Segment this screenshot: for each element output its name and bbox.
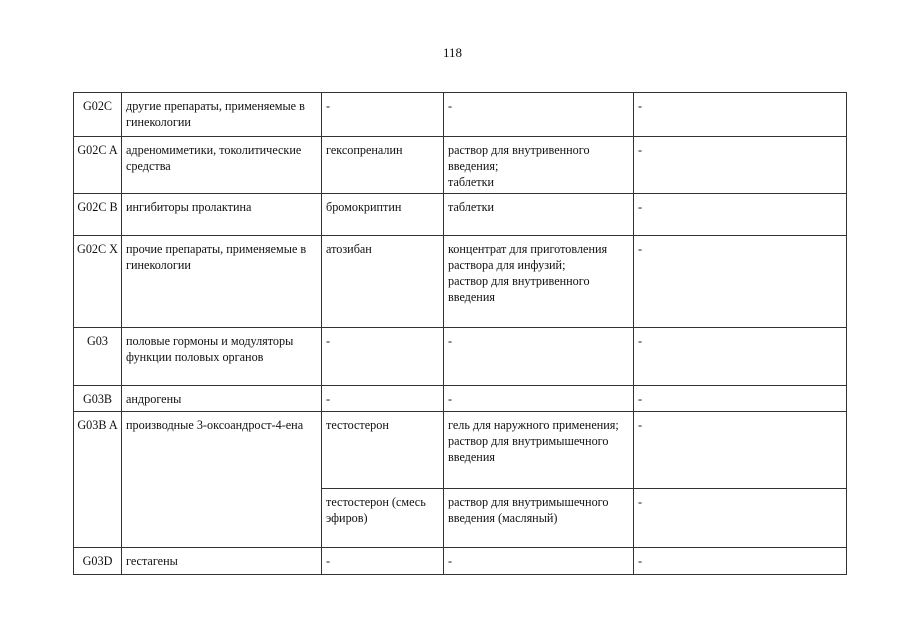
page-number: 118 — [442, 45, 463, 60]
drug-name-cell: гексопреналин — [322, 137, 444, 194]
dosage-form-cell: раствор для внутривенного введения; таблетки — [444, 137, 634, 194]
drug-name-cell: бромокриптин — [322, 194, 444, 236]
extra-info-cell: - — [634, 489, 847, 548]
atc-code-cell: G03B — [74, 386, 122, 412]
atc-code-cell: G02C A — [74, 137, 122, 194]
group-name-cell: гестагены — [122, 548, 322, 575]
dosage-form-cell: раствор для внутримышечного введения (масляный) — [444, 489, 634, 548]
dosage-form-cell: - — [444, 386, 634, 412]
drug-name-cell: - — [322, 386, 444, 412]
table-row — [74, 93, 847, 137]
extra-info-cell: - — [634, 137, 847, 194]
table-row — [74, 194, 847, 236]
group-name-cell: производные 3-оксоандрост-4-ена — [122, 412, 322, 548]
atc-code-cell: G02C B — [74, 194, 122, 236]
extra-info-cell: - — [634, 194, 847, 236]
dosage-form-cell: - — [444, 328, 634, 386]
extra-info-cell: - — [634, 236, 847, 328]
dosage-form-cell: концентрат для приготовления раствора для инфузий; раствор для внутривенного введения — [444, 236, 634, 328]
extra-info-cell: - — [634, 548, 847, 575]
atc-code-cell: G03B A — [74, 412, 122, 548]
extra-info-cell: - — [634, 328, 847, 386]
group-name-cell: андрогены — [122, 386, 322, 412]
dosage-form-cell: - — [444, 548, 634, 575]
group-name-cell: половые гормоны и модуляторы функции половых органов — [122, 328, 322, 386]
group-name-cell: другие препараты, применяемые в гинекологии — [122, 93, 322, 137]
drug-name-cell: - — [322, 328, 444, 386]
drug-name-cell: тестостерон (смесь эфиров) — [322, 489, 444, 548]
dosage-form-cell: гель для наружного применения; раствор для внутримышечного введения — [444, 412, 634, 489]
table-row — [74, 548, 847, 575]
atc-code-cell: G03 — [74, 328, 122, 386]
atc-code-cell: G02C — [74, 93, 122, 137]
extra-info-cell: - — [634, 93, 847, 137]
group-name-cell: ингибиторы пролактина — [122, 194, 322, 236]
table-row — [74, 236, 847, 328]
table-row — [74, 328, 847, 386]
group-name-cell: адреномиметики, токолитические средства — [122, 137, 322, 194]
extra-info-cell: - — [634, 412, 847, 489]
table-row — [74, 386, 847, 412]
drug-name-cell: - — [322, 93, 444, 137]
table-body — [74, 93, 847, 575]
drug-classification-table — [73, 92, 847, 575]
drug-name-cell: тестостерон — [322, 412, 444, 489]
extra-info-cell: - — [634, 386, 847, 412]
table-row — [74, 137, 847, 194]
table-row — [74, 412, 847, 489]
dosage-form-cell: - — [444, 93, 634, 137]
atc-code-cell: G02C X — [74, 236, 122, 328]
dosage-form-cell: таблетки — [444, 194, 634, 236]
drug-name-cell: - — [322, 548, 444, 575]
drug-name-cell: атозибан — [322, 236, 444, 328]
atc-code-cell: G03D — [74, 548, 122, 575]
group-name-cell: прочие препараты, применяемые в гинекологии — [122, 236, 322, 328]
